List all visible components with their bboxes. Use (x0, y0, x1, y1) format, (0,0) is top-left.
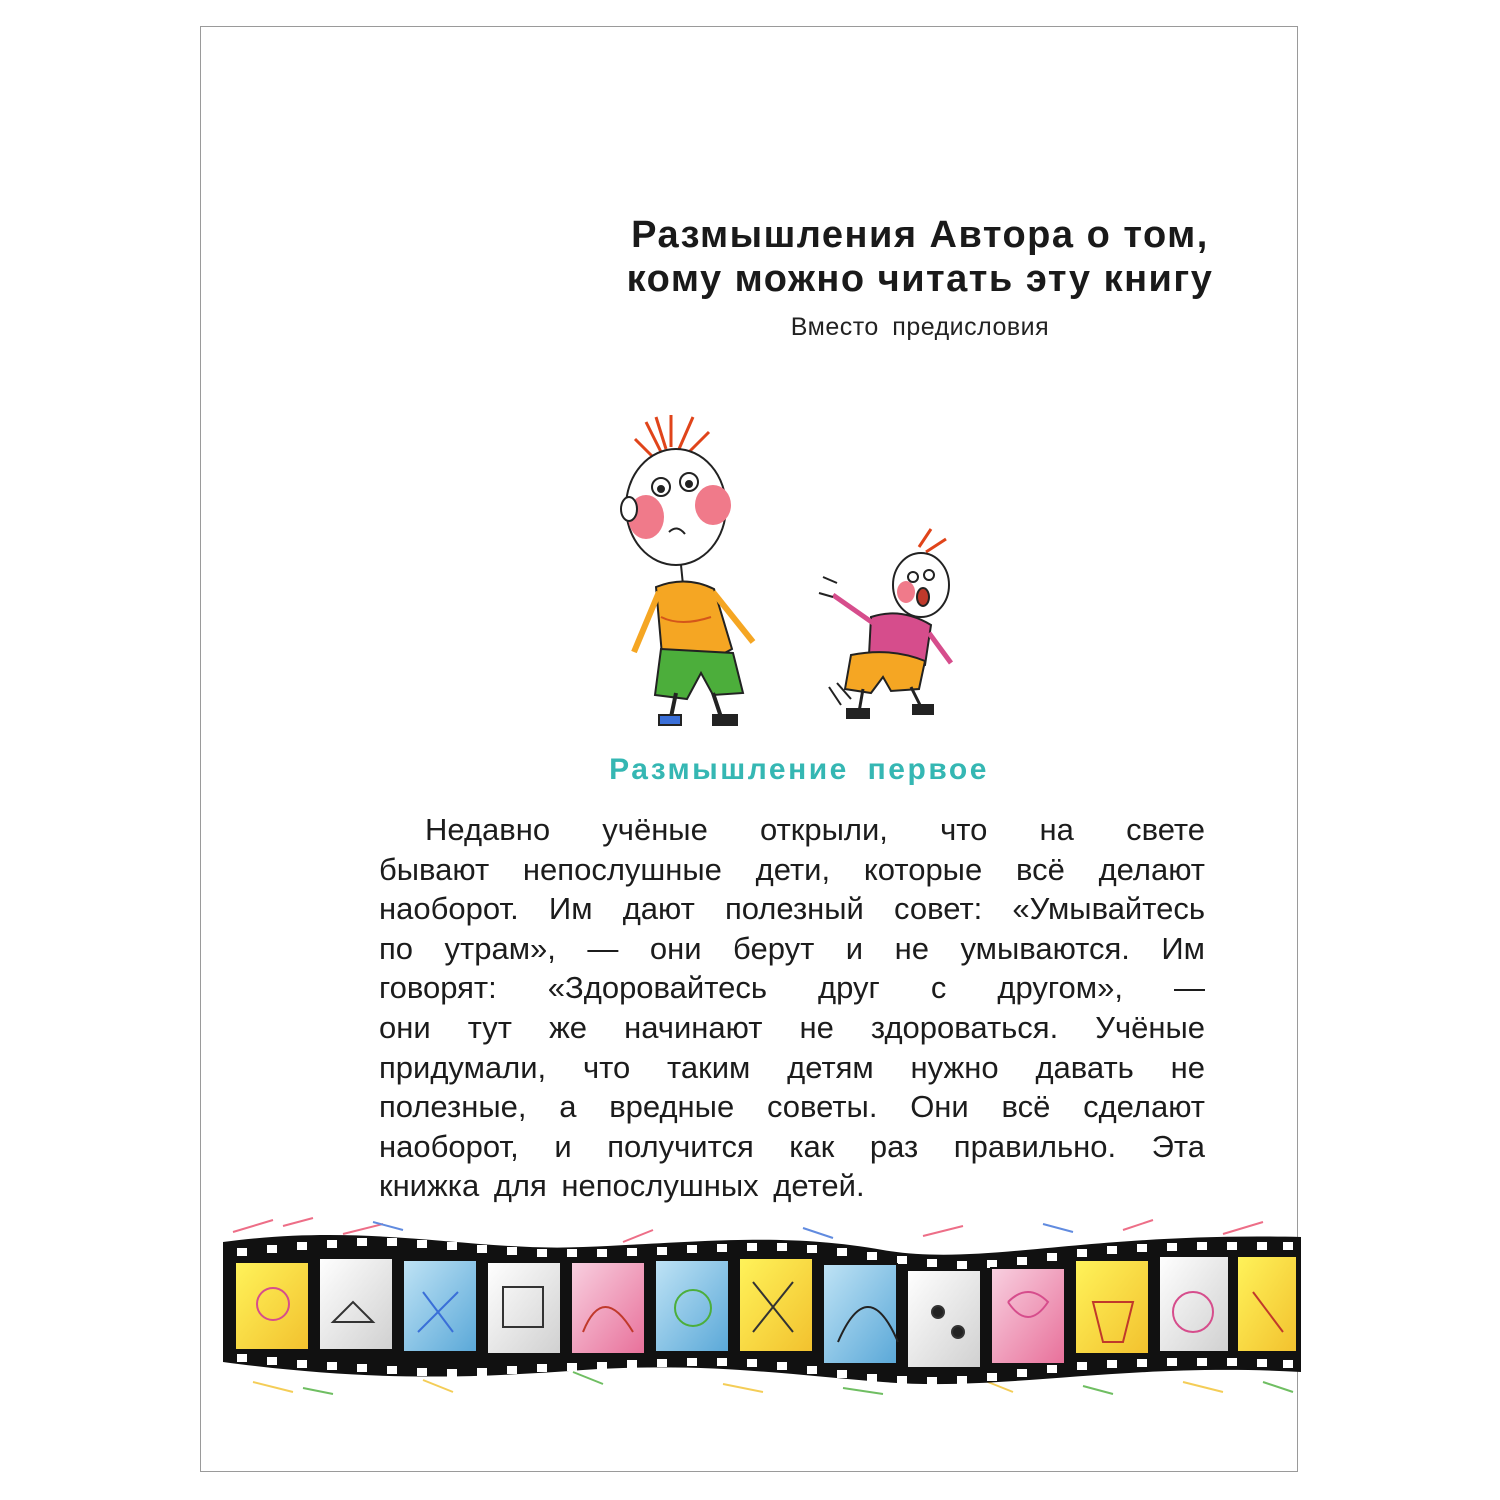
film-frame (1075, 1260, 1149, 1354)
film-frame (655, 1260, 729, 1352)
title-line-2: кому можно читать эту книгу (626, 258, 1214, 300)
page-subtitle: Вместо предисловия (790, 313, 1050, 341)
paragraph-line: книжка для непослушных детей. (379, 1168, 865, 1204)
film-frame (487, 1262, 561, 1354)
title-line-1: Размышления Автора о том, (631, 214, 1209, 256)
small-hair-icon (919, 529, 946, 552)
film-frame (1237, 1256, 1297, 1352)
paragraph-line: полезные, а вредные советы. Они всё сделают (379, 1089, 1205, 1125)
tall-boy-figure (621, 415, 753, 725)
paragraph-line: придумали, что таким детям нужно давать не (379, 1049, 1205, 1085)
page-title (201, 213, 1297, 301)
paragraph-line: по утрам», — они берут и не умываются. Им (379, 930, 1205, 966)
film-frame (907, 1270, 981, 1368)
paragraph-line: они тут же начинают не здороваться. Учёные (379, 1009, 1205, 1045)
small-boy-figure (819, 529, 951, 718)
film-frame (739, 1258, 813, 1352)
film-frame (823, 1264, 897, 1364)
film-frame (235, 1262, 309, 1350)
book-page (200, 26, 1298, 1472)
paragraph-line: бывают непослушные дети, которые всё делают (379, 851, 1205, 887)
paragraph-line: говорят: «Здоровайтесь друг с другом», — (379, 970, 1205, 1006)
film-frame (403, 1260, 477, 1352)
paragraph-line: наоборот, и получится как раз правильно. Эта (379, 1128, 1205, 1164)
film-frame (1159, 1256, 1229, 1352)
body-paragraph (379, 810, 1205, 1206)
paragraph-line: Недавно учёные открыли, что на свете (425, 812, 1205, 847)
paragraph-line: наоборот. Им дают полезный совет: «Умывайтесь (379, 891, 1205, 927)
film-strip-illustration (223, 1212, 1301, 1402)
two-running-boys-illustration (601, 387, 1001, 737)
section-heading: Размышление первое (609, 753, 989, 786)
